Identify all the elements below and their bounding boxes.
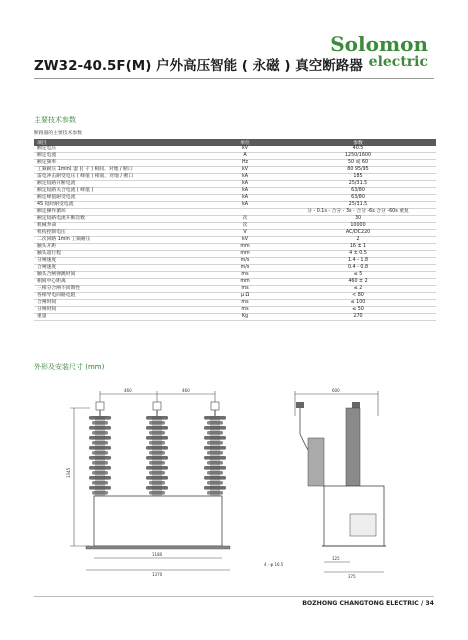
spec-item: 额定短路关合电流 ( 峰值 ) <box>34 188 210 195</box>
spec-item: 触头超行程 <box>34 251 210 258</box>
spec-value: 1250/1600 <box>280 153 436 160</box>
spec-value: 63/80 <box>280 195 436 202</box>
spec-unit: kV <box>210 146 280 153</box>
spec-row <box>34 167 436 174</box>
spec-unit: m/s <box>210 258 280 265</box>
spec-item: 机械寿命 <box>34 223 210 230</box>
spec-row <box>34 188 436 195</box>
spec-row <box>34 237 436 244</box>
spec-item: 额定短路电流开断次数 <box>34 216 210 223</box>
dimension-drawing <box>60 386 400 582</box>
spec-unit: ms <box>210 307 280 314</box>
spec-row <box>34 300 436 307</box>
spec-value: 10000 <box>280 223 436 230</box>
spec-row <box>34 244 436 251</box>
spec-row <box>34 174 436 181</box>
header-value: 参数 <box>280 139 436 146</box>
spec-row <box>34 209 436 216</box>
spec-item: 合闸时间 <box>34 300 210 307</box>
specs-subtitle: 断路器的主要技术参数 <box>34 131 82 136</box>
spec-item: 触头开距 <box>34 244 210 251</box>
dim-top-right: 600 <box>332 388 340 393</box>
spec-value: 63/80 <box>280 188 436 195</box>
dim-top-left: 460 <box>124 388 132 393</box>
spec-row <box>34 230 436 237</box>
dim-holes: 4 - φ 16.5 <box>264 562 284 567</box>
spec-row <box>34 307 436 314</box>
spec-value: ≤ 50 <box>280 307 436 314</box>
spec-row <box>34 195 436 202</box>
spec-value: 25/31.5 <box>280 181 436 188</box>
spec-row <box>34 223 436 230</box>
spec-item: 额定电压 <box>34 146 210 153</box>
spec-unit: kA <box>210 181 280 188</box>
spec-unit: Hz <box>210 160 280 167</box>
dim-top-mid: 460 <box>182 388 190 393</box>
side-view <box>296 402 386 546</box>
spec-item: 额定峰值耐受电流 <box>34 195 210 202</box>
pole-insulator <box>89 402 111 496</box>
spec-item: 额定操作循环 <box>34 209 210 216</box>
spec-unit: V <box>210 230 280 237</box>
spec-unit: ms <box>210 300 280 307</box>
spec-item: 相间中心距离 <box>34 279 210 286</box>
spec-value: 2 <box>280 237 436 244</box>
dim-total: 1370 <box>152 572 163 577</box>
spec-row <box>34 265 436 272</box>
spec-item: 机构控制电压 <box>34 230 210 237</box>
spec-row <box>34 272 436 279</box>
spec-unit: μ Ω <box>210 293 280 300</box>
spec-item: 三相分合闸不同期性 <box>34 286 210 293</box>
spec-row <box>34 153 436 160</box>
spec-row <box>34 293 436 300</box>
spec-value: 270 <box>280 314 436 321</box>
spec-value: 1.4 - 1.8 <box>280 258 436 265</box>
mechanism-box-front <box>94 496 222 546</box>
spec-unit: A <box>210 153 280 160</box>
spec-row <box>34 181 436 188</box>
spec-value: ≤ 100 <box>280 300 436 307</box>
dim-side-a: 125 <box>332 556 340 561</box>
spec-value: 25/31.5 <box>280 202 436 209</box>
spec-unit: kA <box>210 188 280 195</box>
dim-side-b: 375 <box>348 574 356 579</box>
dim-height: 1345 <box>66 467 71 478</box>
page-footer: BOZHONG CHANGTONG ELECTRIC / 34 <box>302 600 434 607</box>
page-title: ZW32-40.5F(M) 户外高压智能 ( 永磁 ) 真空断路器 <box>34 58 363 74</box>
spec-value: ≤ 5 <box>280 272 436 279</box>
pole-insulator <box>204 402 226 496</box>
dims-section-heading: 外形及安装尺寸 (mm) <box>34 363 105 371</box>
spec-value: 4 ± 0.5 <box>280 251 436 258</box>
spec-value: < 80 <box>280 293 436 300</box>
spec-item: 合闸速度 <box>34 265 210 272</box>
spec-unit: kA <box>210 174 280 181</box>
spec-value: 40.5 <box>280 146 436 153</box>
spec-unit: kV <box>210 237 280 244</box>
spec-unit: mm <box>210 251 280 258</box>
spec-row <box>34 258 436 265</box>
header-unit: 单位 <box>210 139 280 146</box>
spec-item: 4S 短时耐受电流 <box>34 202 210 209</box>
footer-divider <box>34 596 434 597</box>
spec-value: 460 ± 2 <box>280 279 436 286</box>
spec-row <box>34 202 436 209</box>
spec-row <box>34 279 436 286</box>
spec-row <box>34 286 436 293</box>
spec-item: 触头合闸弹跳时间 <box>34 272 210 279</box>
title-divider <box>34 78 434 79</box>
spec-row <box>34 160 436 167</box>
spec-value: 分 - 0.1s - 合分 - 3s - 合分 -6s 合分 -60s 重复 <box>280 209 436 216</box>
spec-value: 0.4 - 0.8 <box>280 265 436 272</box>
spec-unit: kA <box>210 195 280 202</box>
spec-unit: 次 <box>210 216 280 223</box>
spec-item: 二次回路 1min 工频耐压 <box>34 237 210 244</box>
spec-value: 16 ± 1 <box>280 244 436 251</box>
spec-item: 分闸速度 <box>34 258 210 265</box>
spec-unit: mm <box>210 279 280 286</box>
spec-value: 185 <box>280 174 436 181</box>
header-item: 项目 <box>34 139 210 146</box>
specs-section-heading: 主要技术参数 <box>34 116 76 124</box>
spec-item: 分闸时间 <box>34 307 210 314</box>
spec-item: 额定短路开断电流 <box>34 181 210 188</box>
spec-value: 50 或 60 <box>280 160 436 167</box>
spec-item: 工频耐压 1min( 湿 )( 干 ) 相间、对地 / 断口 <box>34 167 210 174</box>
spec-item: 雷电冲击耐受电压 ( 峰值 ) 相间、对地 / 断口 <box>34 174 210 181</box>
spec-row <box>34 216 436 223</box>
spec-unit: Kg <box>210 314 280 321</box>
spec-value: 30 <box>280 216 436 223</box>
spec-unit: m/s <box>210 265 280 272</box>
spec-item: 各相导电回路电阻 <box>34 293 210 300</box>
brand-name: Solomon <box>330 32 428 56</box>
spec-unit: ms <box>210 272 280 279</box>
pole-insulator <box>146 402 168 496</box>
spec-unit: kV <box>210 167 280 174</box>
spec-unit <box>210 209 280 216</box>
brand-sub: electric <box>368 54 428 70</box>
spec-row <box>34 314 436 321</box>
spec-unit: 次 <box>210 223 280 230</box>
spec-item: 重量 <box>34 314 210 321</box>
spec-value: 80 95/95 <box>280 167 436 174</box>
dim-base: 1180 <box>152 552 163 557</box>
spec-item: 额定频率 <box>34 160 210 167</box>
spec-unit: ms <box>210 286 280 293</box>
spec-table-header <box>34 139 436 146</box>
spec-item: 额定电流 <box>34 153 210 160</box>
spec-value: AC/DC220 <box>280 230 436 237</box>
spec-value: ≤ 2 <box>280 286 436 293</box>
spec-unit: kA <box>210 202 280 209</box>
spec-row <box>34 251 436 258</box>
spec-unit: mm <box>210 244 280 251</box>
spec-table <box>34 139 436 321</box>
